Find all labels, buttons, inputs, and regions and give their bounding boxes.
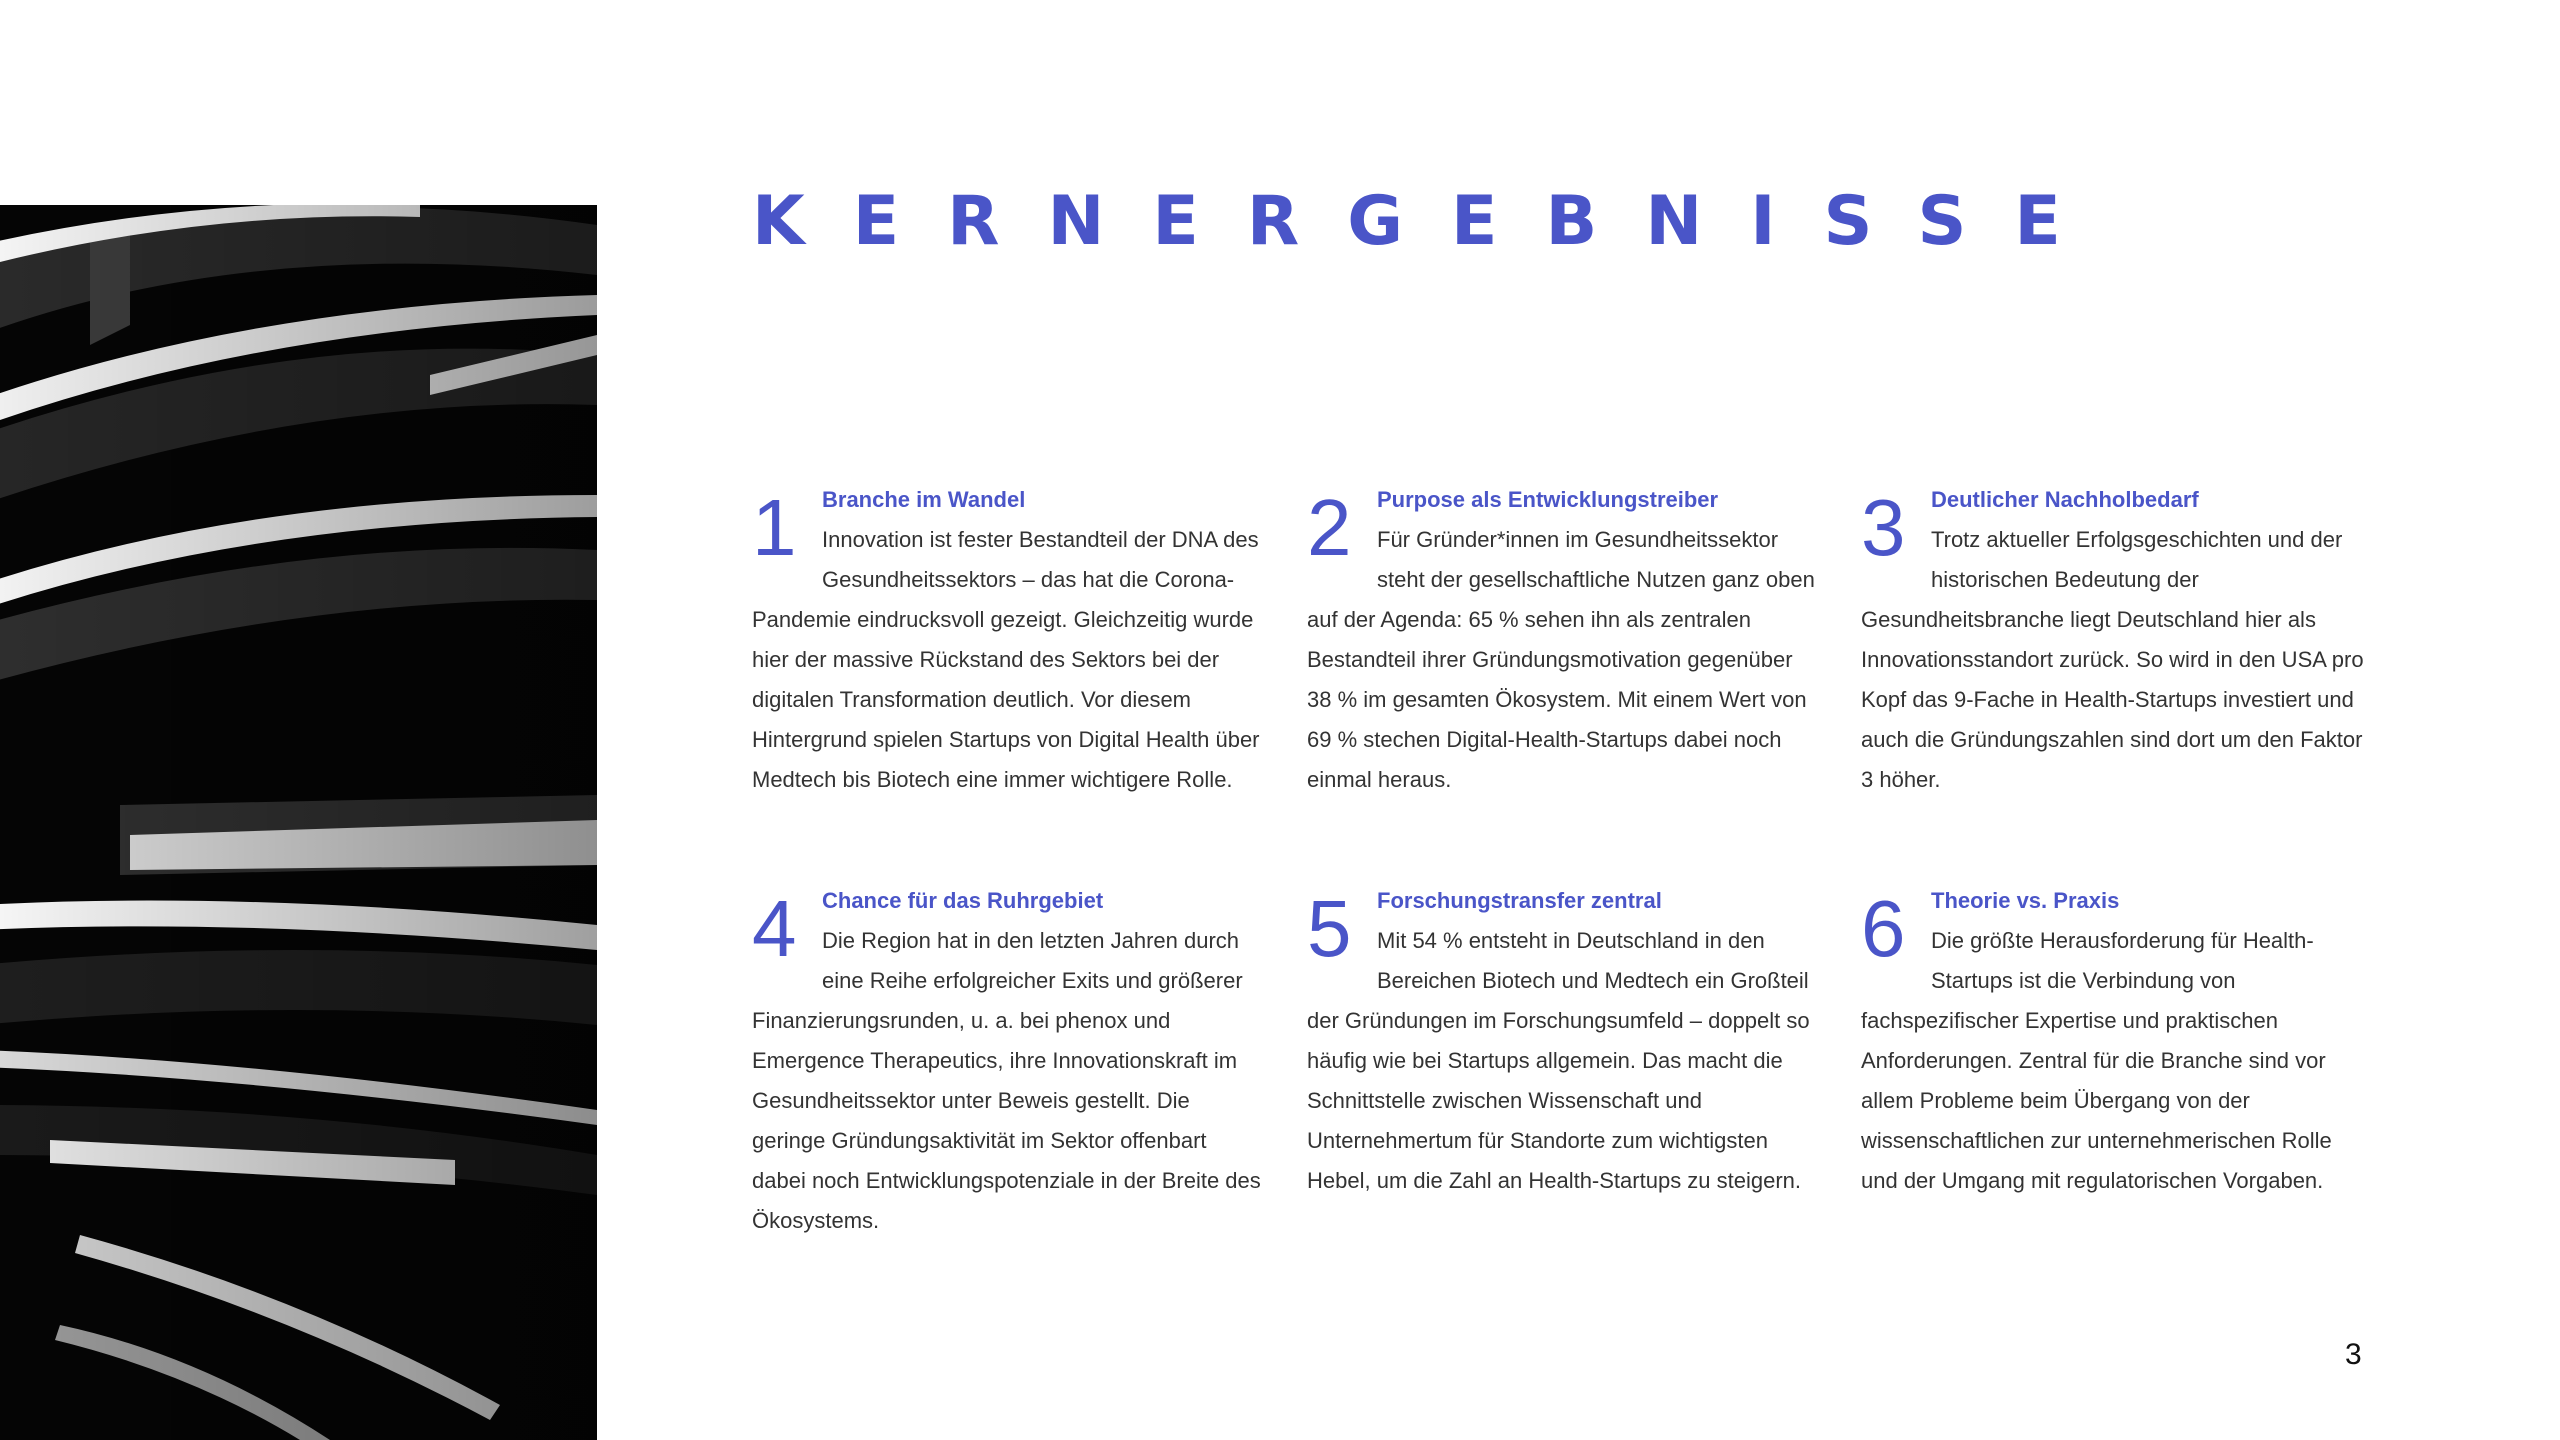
finding-body: Die größte Herausforderung für Health-Startups ist die Verbindung von fachspezifischer Expertise und praktischen Anforderungen. Zentral für die Branche sind vor allem Probleme beim Übergang von der wissenschaftlichen zur unternehmerischen Rolle und der Umgang mit regulatorischen Vorgaben. xyxy=(1861,928,2332,1193)
finding-body: Innovation ist fester Bestandteil der DNA des Gesundheitssektors – das hat die Corona-Pandemie eindrucksvoll gezeigt. Gleichzeitig wurde hier der massive Rückstand des Sektors bei der digitalen Transformation deutlich. Vor diesem Hintergrund spielen Startups von Digital Health über Medtech bis Biotech eine immer wichtigere Rolle. xyxy=(752,527,1260,792)
finding-2 xyxy=(1307,480,1819,800)
finding-body: Die Region hat in den letzten Jahren durch eine Reihe erfolgreicher Exits und größerer Finanzierungsrunden, u. a. bei phenox und Emergence Therapeutics, ihre Innovationskraft im Gesundheitssektor unter Beweis gestellt. Die geringe Gründungsaktivität im Sektor offenbart dabei noch Entwicklungspotenziale in der Breite des Ökosystems. xyxy=(752,928,1261,1233)
finding-heading: Branche im Wandel xyxy=(822,487,1026,512)
finding-number: 2 xyxy=(1307,483,1352,572)
finding-heading: Chance für das Ruhrgebiet xyxy=(822,888,1104,913)
finding-number: 6 xyxy=(1861,884,1906,973)
finding-body: Für Gründer*innen im Gesundheitssektor steht der gesellschaftliche Nutzen ganz oben auf der Agenda: 65 % sehen ihn als zentralen Bestandteil ihrer Gründungsmotivation gegenüber 38 % im gesamten Ökosystem. Mit einem Wert von 69 % stechen Digital-Health-Startups dabei noch einmal heraus. xyxy=(1307,527,1815,792)
finding-body: Trotz aktueller Erfolgsgeschichten und der historischen Bedeutung der Gesundheitsbranche liegt Deutschland hier als Innovationsstandort zurück. So wird in den USA pro Kopf das 9-Fache in Health-Startups investiert und auch die Gründungszahlen sind dort um den Faktor 3 höher. xyxy=(1861,527,2364,792)
light-beams-photo xyxy=(0,205,597,1440)
finding-6 xyxy=(1861,881,2373,1201)
finding-5 xyxy=(1307,881,1819,1201)
finding-number: 3 xyxy=(1861,483,1906,572)
page-title: KERNERGEBNISSE xyxy=(752,182,2109,261)
finding-1 xyxy=(752,480,1264,800)
finding-number: 1 xyxy=(752,483,797,572)
finding-number: 5 xyxy=(1307,884,1352,973)
finding-heading: Theorie vs. Praxis xyxy=(1931,888,2120,913)
finding-body: Mit 54 % entsteht in Deutschland in den Bereichen Biotech und Medtech ein Großteil der Gründungen im Forschungsumfeld – doppelt so häufig wie bei Startups allgemein. Das macht die Schnittstelle zwischen Wissenschaft und Unternehmertum für Standorte zum wichtigsten Hebel, um die Zahl an Health-Startups zu steigern. xyxy=(1307,928,1810,1193)
finding-heading: Purpose als Entwicklungstreiber xyxy=(1377,487,1719,512)
finding-number: 4 xyxy=(752,884,797,973)
finding-heading: Deutlicher Nachholbedarf xyxy=(1931,487,2199,512)
finding-3 xyxy=(1861,480,2373,800)
page-number: 3 xyxy=(2345,1338,2362,1371)
finding-heading: Forschungstransfer zentral xyxy=(1377,888,1662,913)
finding-4 xyxy=(752,881,1264,1241)
